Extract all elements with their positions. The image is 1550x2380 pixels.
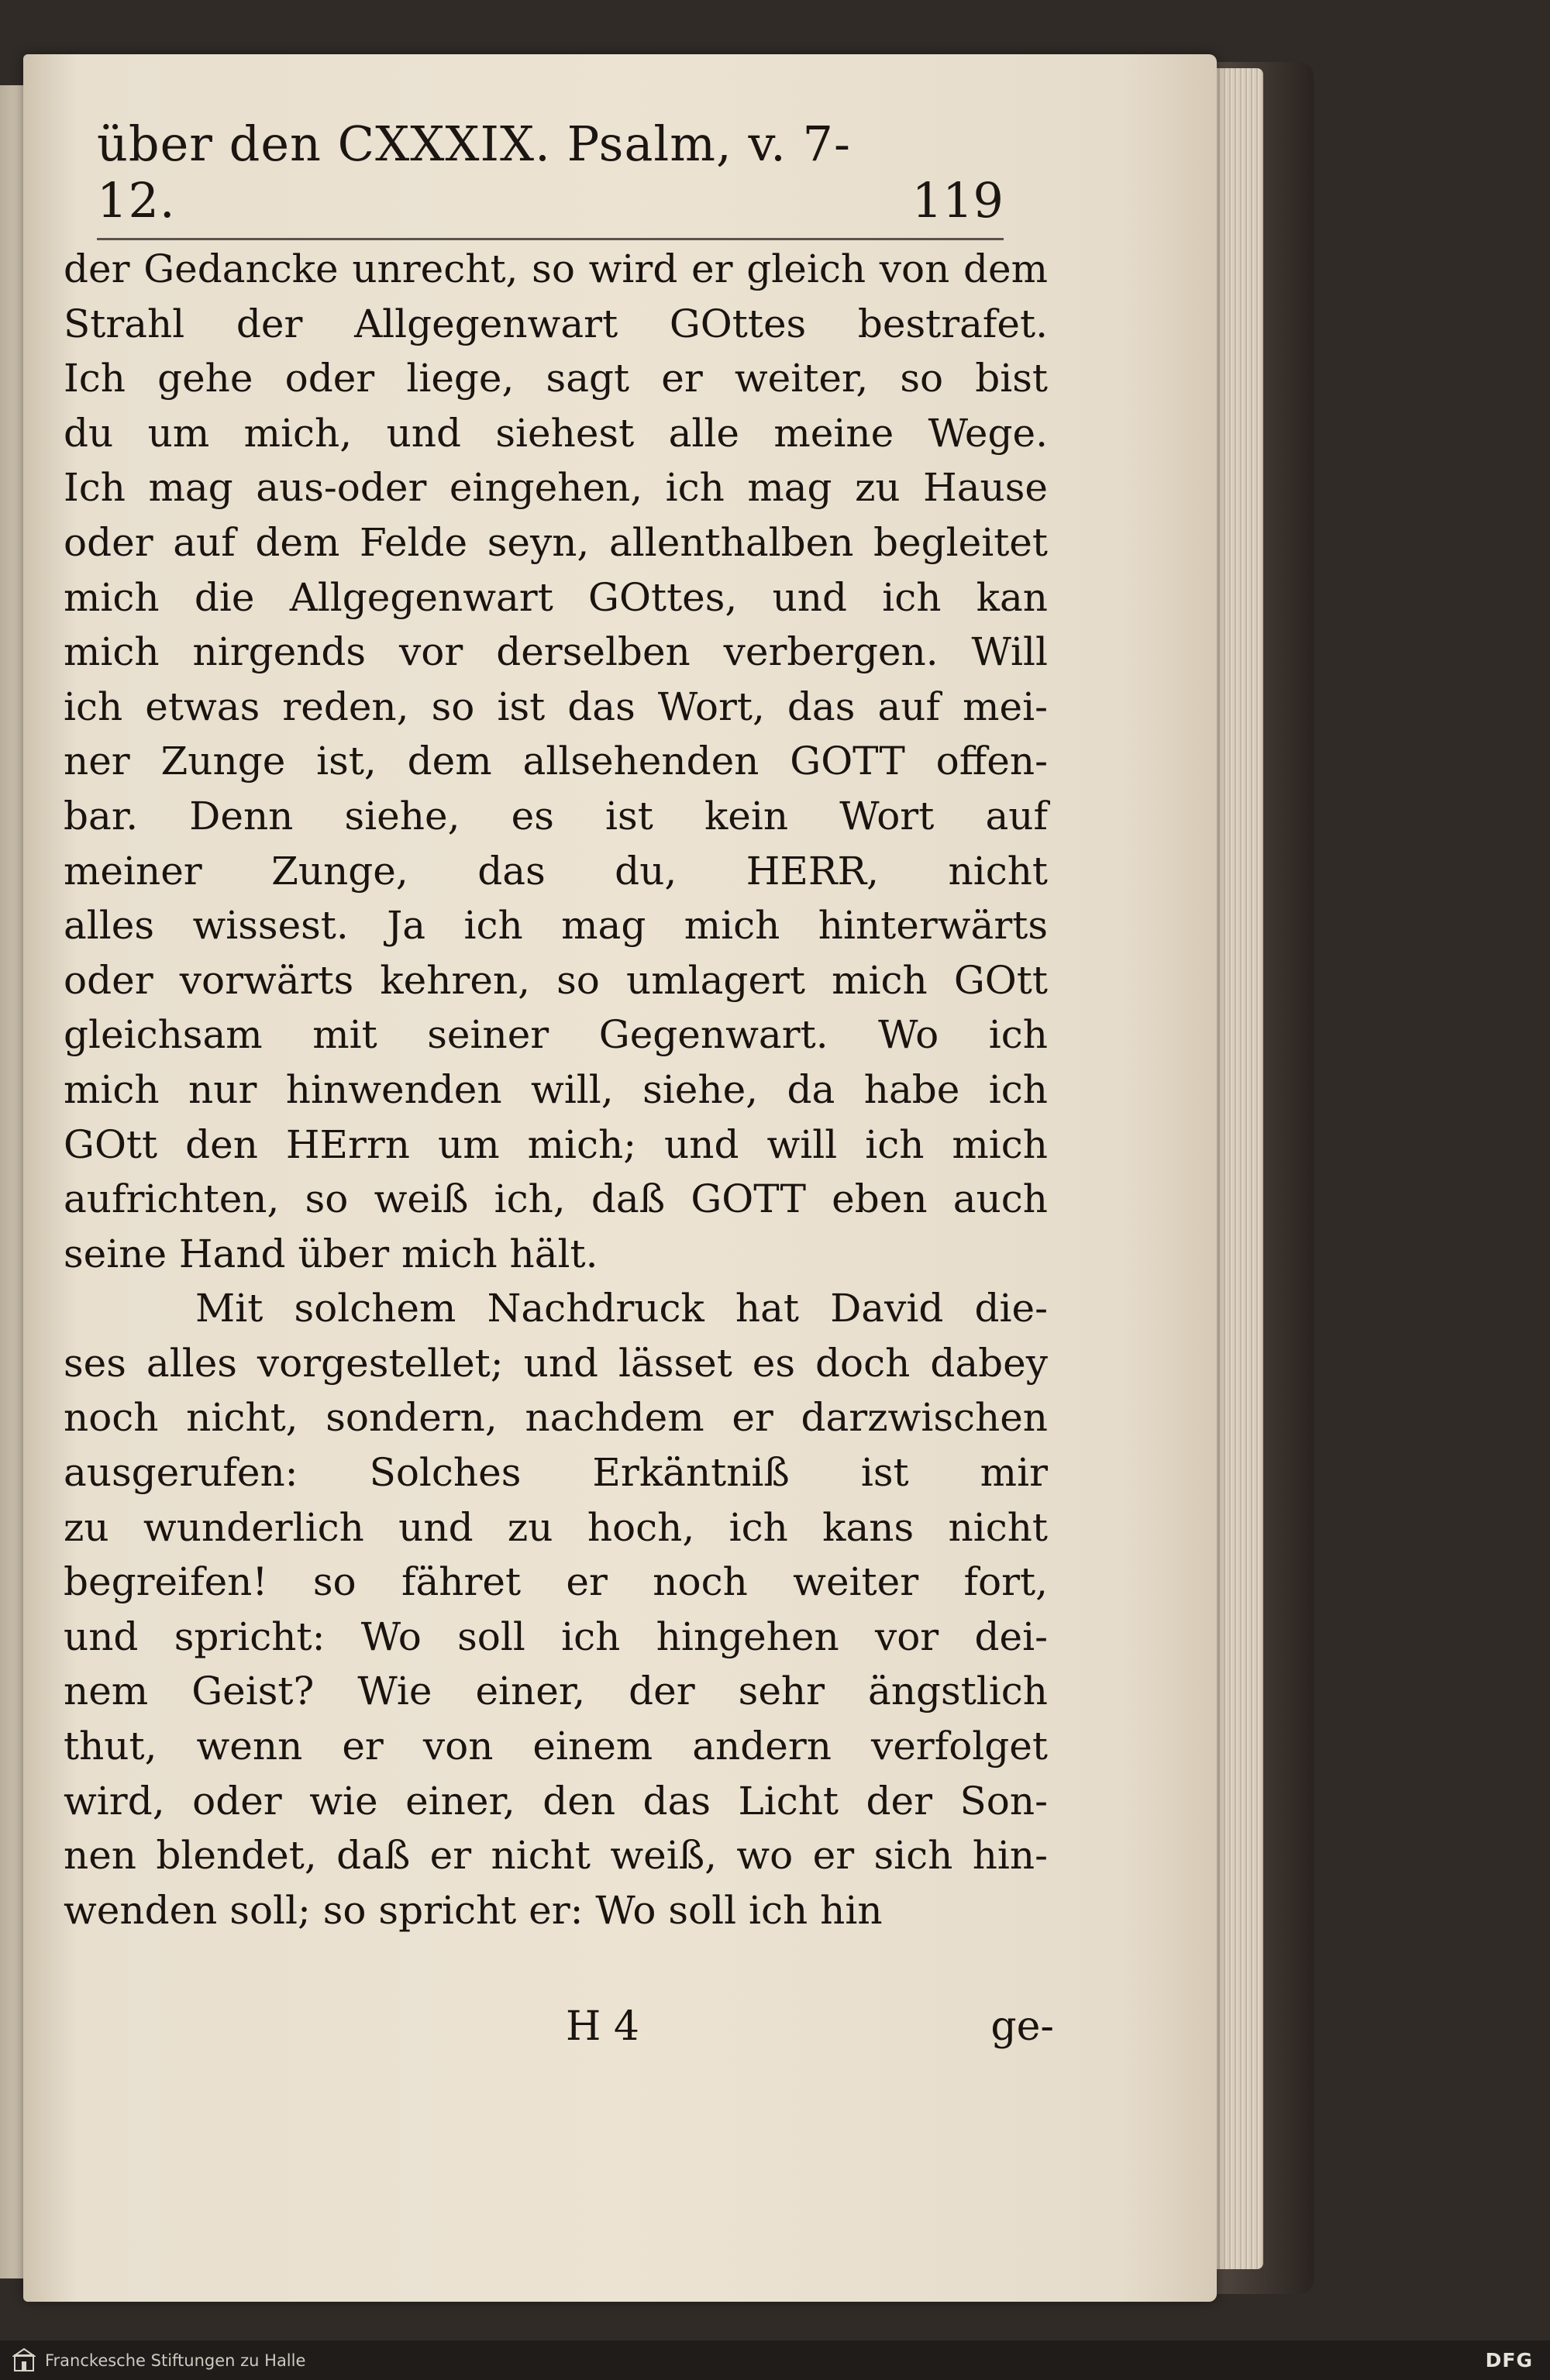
text-line: mich nirgends vor derselben verbergen. Will — [64, 629, 1048, 675]
dfg-logo: DFG — [1485, 2349, 1533, 2371]
text-line: der Gedancke unrecht, so wird er gleich von dem — [64, 246, 1048, 291]
text-line: Ich mag aus-oder eingehen, ich mag zu Hause — [64, 465, 1048, 511]
catchword: ge- — [990, 2003, 1054, 2050]
text-line: ner Zunge ist, dem allsehenden GOTT offen- — [64, 739, 1048, 784]
text-line: thut, wenn er von einem andern verfolget — [64, 1724, 1048, 1769]
text-line: ses alles vorgestellet; und lässet es doch dabey — [64, 1340, 1048, 1386]
text-line: ich etwas reden, so ist das Wort, das auf mei- — [64, 684, 1048, 729]
text-line: nem Geist? Wie einer, der sehr ängstlich — [64, 1669, 1048, 1714]
text-line: Strahl der Allgegenwart GOttes bestrafet. — [64, 301, 1048, 346]
signature-mark: H 4 — [566, 2003, 639, 2050]
text-line: begreifen! so fähret er noch weiter fort, — [64, 1559, 1048, 1605]
text-line: mich nur hinwenden will, siehe, da habe ich — [64, 1066, 1048, 1112]
text-line: meiner Zunge, das du, HERR, nicht — [64, 848, 1048, 894]
head-rule — [97, 238, 1004, 240]
text-line: aufrichten, so weiß ich, daß GOTT eben auch — [64, 1176, 1048, 1222]
text-line: du um mich, und siehest alle meine Wege. — [64, 410, 1048, 456]
text-line: nen blendet, daß er nicht weiß, wo er sich hin- — [64, 1833, 1048, 1879]
text-line: oder vorwärts kehren, so umlagert mich GOtt — [64, 957, 1048, 1003]
text-line: gleichsam mit seiner Gegenwart. Wo ich — [64, 1012, 1048, 1058]
institution-logo-icon — [12, 2347, 36, 2374]
text-line: Mit solchem Nachdruck hat David die- — [195, 1286, 1048, 1331]
text-line: ausgerufen: Solches Erkäntniß ist mir — [64, 1450, 1048, 1496]
viewer-footer-bar — [0, 2340, 1550, 2380]
text-line: Ich gehe oder liege, sagt er weiter, so bist — [64, 356, 1048, 401]
text-line: noch nicht, sondern, nachdem er darzwischen — [64, 1395, 1048, 1441]
text-line: wenden soll; so spricht er: Wo soll ich hin — [64, 1887, 883, 1933]
institution-label: Franckesche Stiftungen zu Halle — [45, 2351, 306, 2370]
text-line: und spricht: Wo soll ich hingehen vor dei- — [64, 1614, 1048, 1659]
body-text — [64, 242, 1048, 2024]
text-line: oder auf dem Felde seyn, allenthalben begleitet — [64, 519, 1048, 565]
text-line: zu wunderlich und zu hoch, ich kans nicht — [64, 1504, 1048, 1550]
page-number: 119 — [911, 172, 1004, 229]
text-line: seine Hand über mich hält. — [64, 1231, 598, 1276]
text-line: mich die Allgegenwart GOttes, und ich kan — [64, 574, 1048, 620]
running-head — [97, 115, 1004, 229]
running-head-title: über den CXXXIX. Psalm, v. 7-12. — [97, 115, 851, 229]
text-line: bar. Denn siehe, es ist kein Wort auf — [64, 793, 1048, 839]
text-line: wird, oder wie einer, den das Licht der Son- — [64, 1778, 1048, 1824]
page-footer — [566, 1996, 1054, 2058]
text-line: GOtt den HErrn um mich; und will ich mich — [64, 1121, 1048, 1167]
text-line: alles wissest. Ja ich mag mich hinterwärts — [64, 903, 1048, 949]
